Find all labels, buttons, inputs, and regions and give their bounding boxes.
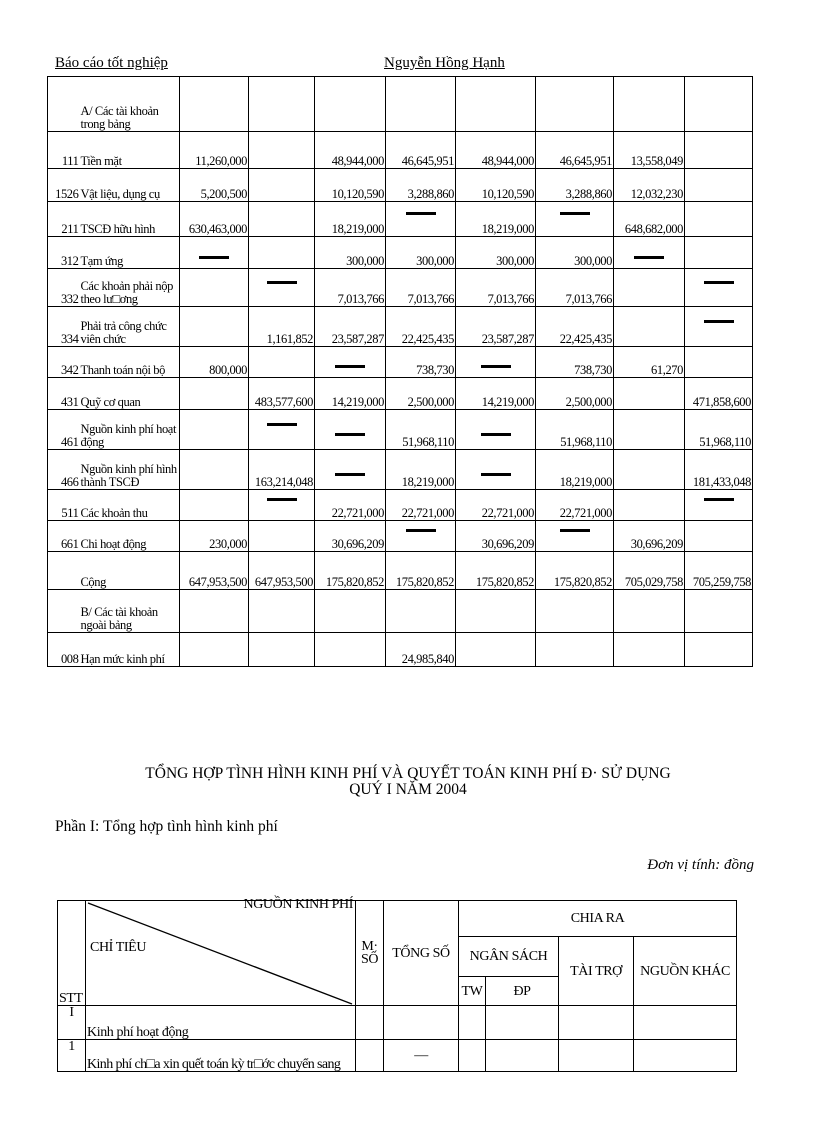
amount-cell: 705,029,758 bbox=[614, 552, 685, 590]
dash-bar bbox=[704, 498, 734, 501]
amount-cell: 1,161,852 bbox=[249, 307, 315, 347]
account-name: A/ Các tài khoản trong bảng bbox=[80, 77, 180, 132]
dash-bar bbox=[481, 433, 511, 436]
row-tong: — bbox=[384, 1040, 459, 1072]
amount-cell: 30,696,209 bbox=[456, 521, 536, 552]
account-code: 661 bbox=[48, 521, 80, 552]
table-row bbox=[58, 1006, 737, 1040]
nguonkhac-header: NGUỒN KHÁC bbox=[634, 937, 737, 1006]
dash-mark bbox=[685, 307, 753, 347]
header-right: Nguyễn Hồng Hạnh bbox=[384, 55, 505, 71]
row-taitro bbox=[559, 1040, 634, 1072]
amount-cell bbox=[536, 77, 614, 132]
row-label: Kinh phí hoạt động bbox=[86, 1006, 356, 1040]
dash-bar bbox=[267, 423, 297, 426]
account-code: 332 bbox=[48, 269, 80, 307]
amount-cell: 12,032,230 bbox=[614, 169, 685, 202]
account-code: 342 bbox=[48, 347, 80, 378]
table-row bbox=[48, 521, 753, 552]
amount-cell bbox=[614, 307, 685, 347]
account-name: Tiền mặt bbox=[80, 132, 180, 169]
amount-cell: 24,985,840 bbox=[386, 633, 456, 667]
amount-cell: 10,120,590 bbox=[456, 169, 536, 202]
table-row bbox=[48, 590, 753, 633]
account-code: 334 bbox=[48, 307, 80, 347]
account-code bbox=[48, 77, 80, 132]
account-name: Tạm ứng bbox=[80, 237, 180, 269]
account-name: Quỹ cơ quan bbox=[80, 378, 180, 410]
amount-cell: 175,820,852 bbox=[386, 552, 456, 590]
table-row bbox=[48, 410, 753, 450]
amount-cell: 300,000 bbox=[315, 237, 386, 269]
amount-cell: 3,288,860 bbox=[536, 169, 614, 202]
dash-bar bbox=[481, 473, 511, 476]
account-name: Vật liệu, dụng cụ bbox=[80, 169, 180, 202]
ngansach-header: NGÂN SÁCH bbox=[459, 937, 559, 977]
amount-cell: 18,219,000 bbox=[456, 202, 536, 237]
amount-cell: 48,944,000 bbox=[315, 132, 386, 169]
dash-bar bbox=[704, 281, 734, 284]
amount-cell bbox=[315, 633, 386, 667]
report-subtitle: QUÝ I NĂM 2004 bbox=[349, 781, 467, 798]
account-name: Các khoản phải nộp theo lư□ơng bbox=[80, 269, 180, 307]
amount-cell: 300,000 bbox=[386, 237, 456, 269]
dash-mark bbox=[536, 521, 614, 552]
dash-bar bbox=[267, 498, 297, 501]
row-maso bbox=[356, 1006, 384, 1040]
amount-cell: 2,500,000 bbox=[536, 378, 614, 410]
row-tw bbox=[459, 1040, 486, 1072]
dash-bar bbox=[335, 365, 365, 368]
ledger-table bbox=[47, 76, 753, 667]
account-code: 211 bbox=[48, 202, 80, 237]
amount-cell: 22,721,000 bbox=[315, 490, 386, 521]
amount-cell bbox=[536, 590, 614, 633]
amount-cell: 7,013,766 bbox=[536, 269, 614, 307]
amount-cell: 61,270 bbox=[614, 347, 685, 378]
amount-cell: 648,682,000 bbox=[614, 202, 685, 237]
dash-mark bbox=[249, 269, 315, 307]
dash-bar bbox=[406, 212, 436, 215]
amount-cell: 10,120,590 bbox=[315, 169, 386, 202]
row-dp bbox=[486, 1040, 559, 1072]
amount-cell: 48,944,000 bbox=[456, 132, 536, 169]
amount-cell bbox=[386, 590, 456, 633]
amount-cell bbox=[614, 490, 685, 521]
dash-mark bbox=[315, 450, 386, 490]
amount-cell: 3,288,860 bbox=[386, 169, 456, 202]
amount-cell bbox=[386, 77, 456, 132]
account-name: Thanh toán nội bộ bbox=[80, 347, 180, 378]
amount-cell: 22,721,000 bbox=[386, 490, 456, 521]
dash-bar bbox=[335, 473, 365, 476]
table-row bbox=[48, 269, 753, 307]
amount-cell: 630,463,000 bbox=[180, 202, 249, 237]
amount-cell bbox=[180, 77, 249, 132]
amount-cell: 738,730 bbox=[386, 347, 456, 378]
nguon-header: NGUỒN KINH PHÍ bbox=[243, 897, 353, 912]
row-dp bbox=[486, 1006, 559, 1040]
table-row bbox=[48, 77, 753, 132]
amount-cell: 800,000 bbox=[180, 347, 249, 378]
account-name: Hạn mức kinh phí bbox=[80, 633, 180, 667]
amount-cell bbox=[249, 521, 315, 552]
table-row bbox=[48, 450, 753, 490]
amount-cell bbox=[180, 450, 249, 490]
amount-cell bbox=[614, 633, 685, 667]
amount-cell: 22,721,000 bbox=[536, 490, 614, 521]
taitro-header: TÀI TRỢ bbox=[559, 937, 634, 1006]
header-left: Báo cáo tốt nghiệp bbox=[55, 55, 168, 71]
amount-cell: 18,219,000 bbox=[315, 202, 386, 237]
table-row bbox=[48, 378, 753, 410]
amount-cell: 30,696,209 bbox=[315, 521, 386, 552]
account-code bbox=[48, 590, 80, 633]
amount-cell: 23,587,287 bbox=[315, 307, 386, 347]
amount-cell bbox=[180, 378, 249, 410]
amount-cell bbox=[685, 132, 753, 169]
account-name: Nguồn kinh phí hình thành TSCĐ bbox=[80, 450, 180, 490]
amount-cell bbox=[685, 237, 753, 269]
chiara-header: CHIA RA bbox=[459, 901, 737, 937]
amount-cell bbox=[249, 633, 315, 667]
stt-header: STT bbox=[58, 901, 86, 1006]
account-code: 111 bbox=[48, 132, 80, 169]
amount-cell: 2,500,000 bbox=[386, 378, 456, 410]
dash-bar bbox=[199, 256, 229, 259]
dash-mark bbox=[614, 237, 685, 269]
account-code bbox=[48, 552, 80, 590]
dash-mark bbox=[180, 237, 249, 269]
dp-header: ĐP bbox=[486, 977, 559, 1006]
row-maso bbox=[356, 1040, 384, 1072]
amount-cell bbox=[180, 490, 249, 521]
account-name: Nguồn kinh phí hoạt động bbox=[80, 410, 180, 450]
dash-mark bbox=[315, 347, 386, 378]
table-row bbox=[48, 169, 753, 202]
amount-cell bbox=[249, 347, 315, 378]
dash-mark bbox=[249, 410, 315, 450]
account-code: 312 bbox=[48, 237, 80, 269]
account-code: 1526 bbox=[48, 169, 80, 202]
amount-cell bbox=[456, 633, 536, 667]
amount-cell bbox=[315, 77, 386, 132]
amount-cell bbox=[614, 269, 685, 307]
tw-header: TW bbox=[459, 977, 486, 1006]
amount-cell bbox=[536, 633, 614, 667]
table-row bbox=[48, 552, 753, 590]
amount-cell: 175,820,852 bbox=[536, 552, 614, 590]
account-name: Cộng bbox=[80, 552, 180, 590]
table-row bbox=[48, 307, 753, 347]
amount-cell: 7,013,766 bbox=[315, 269, 386, 307]
table-row bbox=[48, 347, 753, 378]
table-row bbox=[48, 202, 753, 237]
amount-cell bbox=[180, 590, 249, 633]
amount-cell bbox=[614, 378, 685, 410]
amount-cell bbox=[180, 307, 249, 347]
amount-cell: 471,858,600 bbox=[685, 378, 753, 410]
table-row bbox=[48, 132, 753, 169]
report-title: TỔNG HỢP TÌNH HÌNH KINH PHÍ VÀ QUYẾT TOÁN KINH PHÍ Đ· SỬ DỤNG bbox=[145, 765, 671, 782]
amount-cell: 5,200,500 bbox=[180, 169, 249, 202]
amount-cell bbox=[249, 202, 315, 237]
amount-cell bbox=[456, 590, 536, 633]
amount-cell: 738,730 bbox=[536, 347, 614, 378]
chitieu-header: CHỈ TIÊU bbox=[90, 940, 147, 955]
maso-header: M· SỐ bbox=[356, 901, 384, 1006]
amount-cell: 14,219,000 bbox=[315, 378, 386, 410]
row-stt: 1 bbox=[58, 1040, 86, 1072]
dash-mark bbox=[456, 450, 536, 490]
amount-cell bbox=[614, 410, 685, 450]
amount-cell: 181,433,048 bbox=[685, 450, 753, 490]
dash-mark bbox=[456, 347, 536, 378]
amount-cell: 647,953,500 bbox=[249, 552, 315, 590]
dash-bar bbox=[704, 320, 734, 323]
amount-cell bbox=[685, 633, 753, 667]
dash-bar bbox=[267, 281, 297, 284]
amount-cell: 22,425,435 bbox=[386, 307, 456, 347]
account-code: 008 bbox=[48, 633, 80, 667]
dash-mark bbox=[386, 202, 456, 237]
account-code: 466 bbox=[48, 450, 80, 490]
dash-bar bbox=[560, 529, 590, 532]
amount-cell bbox=[614, 590, 685, 633]
summary-table bbox=[57, 897, 737, 1072]
amount-cell bbox=[685, 590, 753, 633]
account-name: B/ Các tài khoản ngoài bảng bbox=[80, 590, 180, 633]
amount-cell bbox=[180, 410, 249, 450]
row-tong bbox=[384, 1006, 459, 1040]
dash-bar bbox=[481, 365, 511, 368]
amount-cell: 22,425,435 bbox=[536, 307, 614, 347]
dash-mark bbox=[249, 490, 315, 521]
amount-cell: 163,214,048 bbox=[249, 450, 315, 490]
amount-cell: 23,587,287 bbox=[456, 307, 536, 347]
amount-cell: 7,013,766 bbox=[456, 269, 536, 307]
table-row bbox=[48, 633, 753, 667]
account-name: TSCĐ hữu hình bbox=[80, 202, 180, 237]
account-name: Các khoản thu bbox=[80, 490, 180, 521]
amount-cell: 51,968,110 bbox=[685, 410, 753, 450]
amount-cell bbox=[456, 77, 536, 132]
amount-cell: 18,219,000 bbox=[386, 450, 456, 490]
unit-label: Đơn vị tính: đồng bbox=[647, 857, 754, 873]
dash-mark bbox=[456, 410, 536, 450]
dash-bar bbox=[560, 212, 590, 215]
row-taitro bbox=[559, 1006, 634, 1040]
amount-cell: 14,219,000 bbox=[456, 378, 536, 410]
table-row bbox=[48, 237, 753, 269]
dash-mark bbox=[386, 521, 456, 552]
amount-cell bbox=[315, 590, 386, 633]
amount-cell: 300,000 bbox=[536, 237, 614, 269]
account-code: 431 bbox=[48, 378, 80, 410]
amount-cell: 46,645,951 bbox=[536, 132, 614, 169]
dash-mark bbox=[536, 202, 614, 237]
amount-cell bbox=[249, 237, 315, 269]
account-name: Chi hoạt động bbox=[80, 521, 180, 552]
amount-cell bbox=[685, 77, 753, 132]
row-tw bbox=[459, 1006, 486, 1040]
amount-cell: 22,721,000 bbox=[456, 490, 536, 521]
table-row bbox=[48, 490, 753, 521]
amount-cell: 11,260,000 bbox=[180, 132, 249, 169]
dash-mark bbox=[685, 269, 753, 307]
amount-cell: 230,000 bbox=[180, 521, 249, 552]
dash-mark bbox=[315, 410, 386, 450]
amount-cell bbox=[614, 450, 685, 490]
row-khac bbox=[634, 1006, 737, 1040]
amount-cell: 175,820,852 bbox=[315, 552, 386, 590]
dash-mark bbox=[685, 490, 753, 521]
dash-bar bbox=[634, 256, 664, 259]
amount-cell: 13,558,049 bbox=[614, 132, 685, 169]
amount-cell: 7,013,766 bbox=[386, 269, 456, 307]
amount-cell bbox=[614, 77, 685, 132]
dash-bar bbox=[406, 529, 436, 532]
row-label: Kinh phí ch□a xin quết toán kỳ tr□ớc chuyển sang bbox=[86, 1040, 356, 1072]
amount-cell: 647,953,500 bbox=[180, 552, 249, 590]
table-row bbox=[58, 1040, 737, 1072]
amount-cell bbox=[685, 169, 753, 202]
tongso-header: TỔNG SỐ bbox=[384, 901, 459, 1006]
amount-cell bbox=[249, 77, 315, 132]
account-name: Phải trả công chức viên chức bbox=[80, 307, 180, 347]
row-stt: I bbox=[58, 1006, 86, 1040]
amount-cell: 46,645,951 bbox=[386, 132, 456, 169]
amount-cell: 30,696,209 bbox=[614, 521, 685, 552]
amount-cell: 705,259,758 bbox=[685, 552, 753, 590]
amount-cell bbox=[249, 590, 315, 633]
amount-cell: 51,968,110 bbox=[386, 410, 456, 450]
amount-cell bbox=[249, 169, 315, 202]
amount-cell bbox=[249, 132, 315, 169]
row-khac bbox=[634, 1040, 737, 1072]
amount-cell: 175,820,852 bbox=[456, 552, 536, 590]
dash-bar bbox=[335, 433, 365, 436]
amount-cell: 18,219,000 bbox=[536, 450, 614, 490]
amount-cell bbox=[685, 202, 753, 237]
amount-cell bbox=[685, 521, 753, 552]
amount-cell bbox=[180, 269, 249, 307]
amount-cell: 300,000 bbox=[456, 237, 536, 269]
account-code: 461 bbox=[48, 410, 80, 450]
diagonal-header-cell bbox=[86, 897, 356, 1006]
amount-cell bbox=[180, 633, 249, 667]
part-label: Phần I: Tổng hợp tình hình kinh phí bbox=[55, 818, 278, 835]
amount-cell bbox=[685, 347, 753, 378]
account-code: 511 bbox=[48, 490, 80, 521]
amount-cell: 483,577,600 bbox=[249, 378, 315, 410]
amount-cell: 51,968,110 bbox=[536, 410, 614, 450]
